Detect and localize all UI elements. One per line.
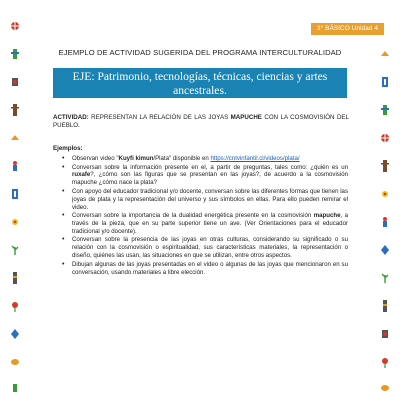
activity-bold-word: MAPUCHE	[230, 114, 262, 121]
small-figure-icon	[10, 382, 20, 394]
item-text: Conversan sobre la presencia de las joyas en otras culturas, considerando su significado o su relación con la cosmovisión o espiritualidad, sus características materiales, la representación o diseño, quiénes las usan, las situaciones en que se utilizan, entre otros aspectos.	[72, 236, 348, 260]
examples-label: Ejemplos:	[53, 145, 83, 152]
page-title: EJEMPLO DE ACTIVIDAD SUGERIDA DEL PROGRAMA INTERCULTURALIDAD	[58, 48, 342, 57]
right-decorative-border	[370, 0, 400, 400]
examples-list	[60, 155, 348, 277]
item-bold-text: Kuyfi kimun	[118, 155, 154, 162]
list-item	[60, 212, 348, 236]
item-bold-text: mapuche	[313, 212, 341, 220]
item-text: Observan video "	[72, 155, 119, 162]
list-item	[60, 155, 348, 163]
drum-icon	[380, 382, 390, 394]
item-text: Conversan sobre la importancia de la dualidad energética presente en la cosmovisión	[72, 212, 314, 220]
list-item	[60, 261, 348, 277]
trarilonko-icon	[10, 76, 20, 88]
cultrun-icon	[10, 20, 20, 32]
plant-icon	[10, 244, 20, 256]
grade-unit-badge: 3° BÁSICO Unidad 4	[311, 23, 384, 35]
red-figure-icon	[380, 216, 390, 228]
list-item	[60, 188, 348, 212]
bird-icon	[380, 48, 390, 60]
activity-statement	[53, 114, 349, 131]
totem-icon	[380, 300, 390, 312]
blue-figure-icon	[380, 76, 390, 88]
sun-icon	[380, 188, 390, 200]
item-text: Conversan sobre la información presente en el, a partir de preguntas, tales como: ¿quién es un	[72, 163, 348, 171]
flower-icon	[10, 300, 20, 312]
list-item	[60, 236, 348, 260]
chemamull-icon	[380, 160, 390, 172]
chemamull-icon	[10, 104, 20, 116]
item-text: Dibujan algunas de las joyas presentadas en el video o algunas de las joyas que mencionaron en su conversación, usando materiales a libre elección.	[72, 260, 348, 276]
blue-figure-icon	[10, 188, 20, 200]
item-text: /Plata" disponible en	[153, 155, 211, 162]
item-text: Con apoyo del educador tradicional y/o docente, conversan sobre las diferentes formas que tienen las joyas de plata y la representación del universo y sus símbolos en ellas. Para ello pueden remirar el video.	[72, 187, 348, 211]
diamond-icon	[10, 328, 20, 340]
item-text: , a través de la pieza, que en su parte superior tiene un ave. (Ver Orientaciones para el educador tradicional y/o docente).	[72, 212, 348, 235]
green-figure-icon	[10, 48, 20, 60]
activity-text-before: REPRESENTAN LA RELACIÓN DE LAS JOYAS	[88, 114, 231, 121]
sun-icon	[10, 216, 20, 228]
eje-title-line2: ancestrales.	[173, 84, 227, 97]
eje-banner	[53, 68, 347, 98]
eje-title-line1: EJE: Patrimonio, tecnologías, técnicas, ciencias y artes	[72, 70, 328, 83]
bird-icon	[10, 132, 20, 144]
video-link[interactable]: https://cntvinfantil.cl/videos/plata/	[210, 155, 300, 162]
trarilonko-icon	[380, 328, 390, 340]
cultrun-icon	[380, 132, 390, 144]
drum-icon	[10, 356, 20, 368]
item-bold-text: ruxafe	[72, 171, 91, 179]
activity-label: ACTIVIDAD:	[53, 114, 89, 121]
red-figure-icon	[10, 160, 20, 172]
activity-text-after: CON LA COSMOVISIÓN DEL PUEBLO.	[53, 114, 349, 130]
diamond-icon	[380, 244, 390, 256]
list-item	[60, 164, 348, 188]
flower-icon	[380, 356, 390, 368]
left-decorative-border	[0, 0, 30, 400]
item-text: ?, ¿cómo son las figuras que se presentan en las joyas?, de acuerdo a la cosmovisión mapuche ¿cómo nace la plata?	[72, 171, 348, 187]
green-figure-icon	[380, 104, 390, 116]
totem-icon	[10, 272, 20, 284]
plant-icon	[380, 272, 390, 284]
